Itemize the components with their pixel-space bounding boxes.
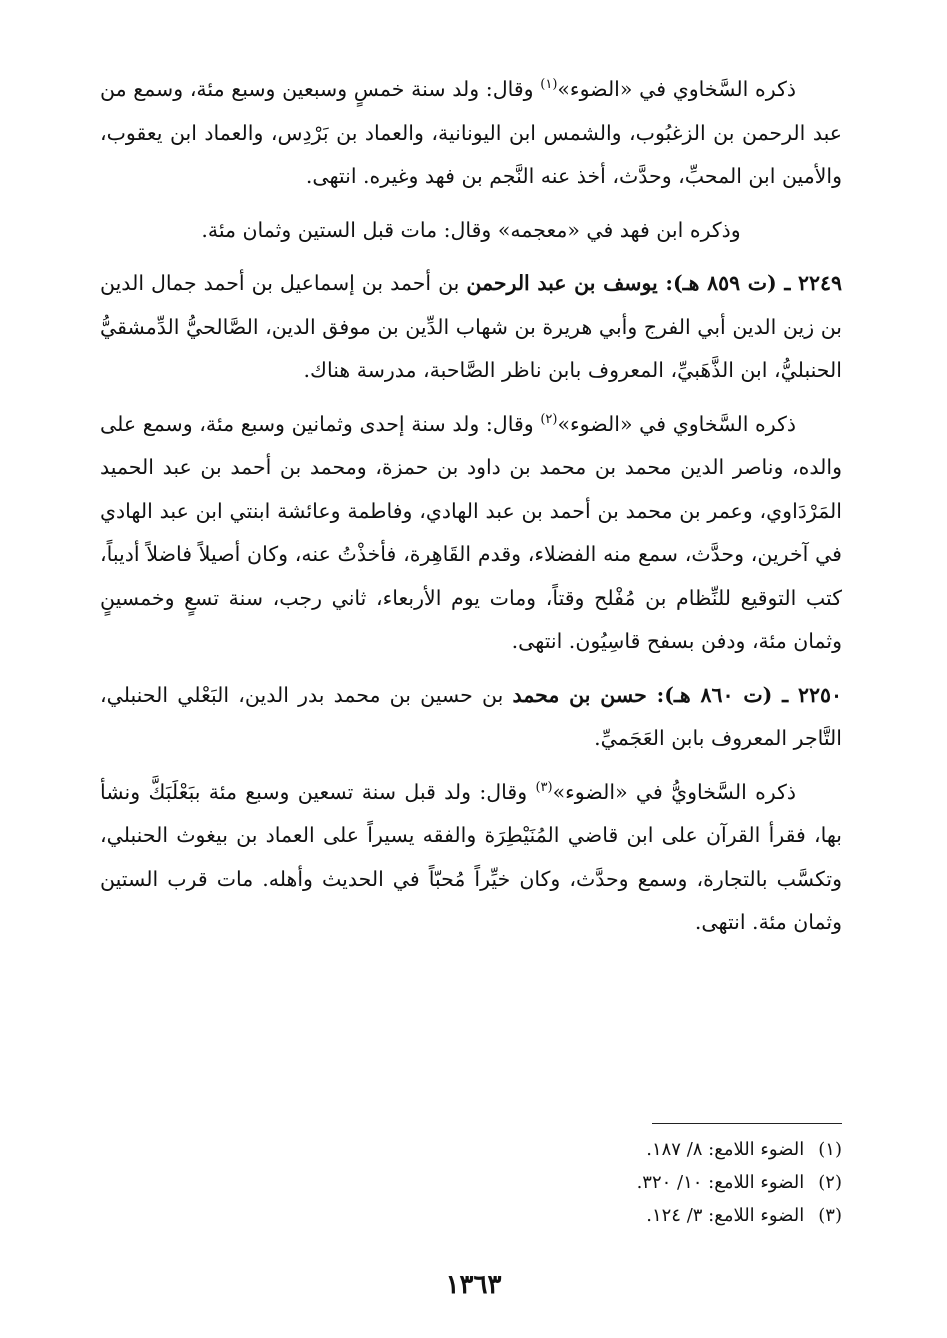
footnote-reference: (٢) — [540, 411, 558, 427]
footnote-item — [637, 1199, 842, 1232]
page-number: ١٣٦٣ — [445, 1270, 502, 1300]
entry-name: حسن بن محمد — [512, 682, 647, 707]
paragraph-text: ذكره السَّخاوي في «الضوء» — [557, 411, 796, 436]
footnote-reference: (٣) — [535, 779, 553, 795]
footnote-separator — [652, 1123, 842, 1124]
paragraph-text: ذكره السَّخاوي في «الضوء» — [557, 77, 796, 101]
paragraph-sakhawi-3 — [100, 771, 842, 945]
paragraph-ibn-fahd — [100, 209, 842, 253]
footnote-text: الضوء اللامع: ٣/ ١٢٤. — [646, 1205, 805, 1226]
footnote-item — [637, 1166, 842, 1199]
entry-number: ٢٢٥٠ ـ — [772, 682, 843, 707]
paragraph-text: وقال: ولد سنة خمسٍ وسبعين وسبع مئة، وسمع من عبد الرحمن بن الزغبُوب، والشمس ابن اليونانية، والعماد بن بَرْدِس، والعماد ابن يعقوب، والأمين ابن المحبِّ، وحدَّث، أخذ عنه النَّجم بن فهد وغيره. انتهى. — [100, 77, 842, 188]
entry-text: بن حسين بن محمد بدر الدين، البَعْلي الحنبلي، التَّاجر المعروف بابن العَجَميِّ. — [100, 682, 842, 750]
footnote-number: (٣) — [818, 1205, 842, 1226]
paragraph-text: ذكره السَّخاويُّ في «الضوء» — [552, 779, 797, 804]
footnote-item — [637, 1133, 842, 1166]
entry-2249 — [100, 262, 842, 393]
footnote-number: (٢) — [818, 1172, 842, 1193]
footnote-number: (١) — [818, 1139, 842, 1160]
paragraph-text: وقال: ولد سنة إحدى وثمانين وسبع مئة، وسمع على والده، وناصر الدين محمد بن محمد بن داود بن حمزة، ومحمد بن أحمد بن عبد الحميد المَرْدَاوي، وعمر بن محمد بن أحمد بن عبد الهادي، وفاطمة وعائشة ابنتي ابن عبد الهادي في آخرين، وحدَّث، سمع منه الفضلاء، وقدم القَاهِرة، فأخذْتُ عنه، وكان أصيلاً فاضلاً أديباً، كتب التوقيع للنِّظام بن مُفْلح وقتاً، ومات يوم الأربعاء، ثاني رجب، سنة تسعٍ وخمسينٍ وثمان مئة، ودفن بسفح قاسِيُون. انتهى. — [100, 411, 842, 653]
paragraph-sakhawi-2 — [100, 403, 842, 664]
footnotes — [637, 1133, 842, 1232]
footnote-text: الضوء اللامع: ١٠/ ٣٢٠. — [636, 1172, 805, 1193]
entry-number: ٢٢٤٩ ـ — [776, 271, 842, 295]
paragraph-text: وقال: ولد قبل سنة تسعين وسبع مئة ببَعْلَبَكَّ ونشأ بها، فقرأ القرآن على ابن قاضي المُنَيْطِرَة والفقه يسيراً على العماد بن بيغوث الحنبلي، وتكسَّب بالتجارة، وسمع وحدَّث، وكان خيِّراً مُحبّاً في الحديث وأهله. مات قرب الستين وثمان مئة. انتهى. — [100, 779, 842, 934]
entry-text: بن أحمد بن إسماعيل بن أحمد جمال الدين بن زين الدين أبي الفرج وأبي هريرة بن شهاب الدِّين بن موفق الدين، الصَّالحيُّ الدِّمشقيُّ الحنبليُّ، ابن الذَّهَبيِّ، المعروف بابن ناظر الصَّاحبة، مدرسة هناك. — [100, 271, 842, 382]
entry-name: يوسف بن عبد الرحمن — [466, 271, 658, 295]
paragraph-sakhawi-1 — [100, 68, 842, 199]
footnote-reference: (١) — [540, 77, 558, 93]
page-body — [100, 68, 842, 955]
footnote-text: الضوء اللامع: ٨/ ١٨٧. — [646, 1139, 805, 1160]
entry-death-date: (ت ٨٥٩ هـ): — [657, 271, 777, 295]
paragraph-text: وذكره ابن فهد في «معجمه» وقال: مات قبل الستين وثمان مئة. — [201, 217, 741, 242]
entry-death-date: (ت ٨٦٠ هـ): — [646, 682, 773, 707]
entry-2250 — [100, 674, 842, 761]
